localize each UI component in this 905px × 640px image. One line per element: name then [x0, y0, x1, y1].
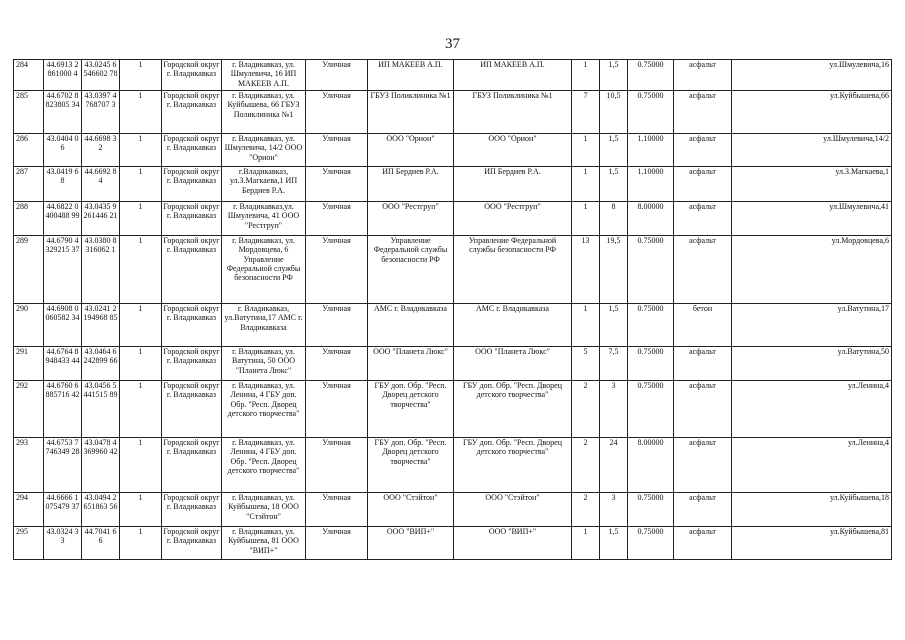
count-cell: 1: [120, 202, 162, 236]
owner-cell: ООО "Стэйтон": [368, 493, 454, 527]
user-cell: АМС г. Владикавказа: [454, 304, 572, 347]
location-cell: ул.Шмулевича,16: [732, 60, 892, 91]
area-cell: 10,5: [600, 91, 628, 134]
count-cell: 1: [120, 167, 162, 202]
address-cell: г. Владикавказ, ул. Шмулевича, 16 ИП МАКЕЕВ А.П.: [222, 60, 306, 91]
district-cell: Городской округ г. Владикавказ: [162, 493, 222, 527]
location-cell: ул.Мордовцева,6: [732, 236, 892, 304]
area-cell: 1,5: [600, 304, 628, 347]
latitude-cell: 44.6764 8948433 44: [44, 347, 82, 381]
volume-cell: 8.00000: [628, 202, 674, 236]
container-count-cell: 1: [572, 202, 600, 236]
latitude-cell: 44.6908 0060582 34: [44, 304, 82, 347]
surface-cell: асфальт: [674, 134, 732, 167]
volume-cell: 0.75000: [628, 91, 674, 134]
container-count-cell: 1: [572, 167, 600, 202]
area-cell: 7,5: [600, 347, 628, 381]
table-row: [14, 60, 892, 91]
table-row: [14, 527, 892, 560]
count-cell: 1: [120, 493, 162, 527]
type-cell: Уличная: [306, 134, 368, 167]
longitude-cell: 43.0397 4768707 3: [82, 91, 120, 134]
longitude-cell: 43.0464 6242899 66: [82, 347, 120, 381]
surface-cell: асфальт: [674, 236, 732, 304]
surface-cell: асфальт: [674, 167, 732, 202]
address-cell: г.Владикавказ, ул.З.Магкаева,1 ИП Бердиев Р.А.: [222, 167, 306, 202]
area-cell: 1,5: [600, 60, 628, 91]
district-cell: Городской округ г. Владикавказ: [162, 202, 222, 236]
owner-cell: ООО "Планета Люкс": [368, 347, 454, 381]
address-cell: г. Владикавказ, ул. Куйбышева, 81 ООО "ВИП+": [222, 527, 306, 560]
volume-cell: 0.75000: [628, 236, 674, 304]
table-row: [14, 134, 892, 167]
container-count-cell: 5: [572, 347, 600, 381]
type-cell: Уличная: [306, 438, 368, 493]
latitude-cell: 44.6666 1075479 37: [44, 493, 82, 527]
container-count-cell: 1: [572, 60, 600, 91]
container-count-cell: 1: [572, 134, 600, 167]
location-cell: ул.Ленина,4: [732, 438, 892, 493]
location-cell: ул.Ленина,4: [732, 381, 892, 438]
row-number: 294: [14, 493, 44, 527]
table-row: [14, 202, 892, 236]
row-number: 286: [14, 134, 44, 167]
surface-cell: асфальт: [674, 493, 732, 527]
address-cell: г. Владикавказ, ул. Ленина, 4 ГБУ доп. Обр. "Респ. Дворец детского творчества": [222, 381, 306, 438]
address-cell: г. Владикавказ, ул. Куйбышева, 66 ГБУЗ Поликлиника №1: [222, 91, 306, 134]
type-cell: Уличная: [306, 91, 368, 134]
table-row: [14, 236, 892, 304]
page-number: 37: [445, 36, 460, 52]
type-cell: Уличная: [306, 202, 368, 236]
longitude-cell: 44.6698 32: [82, 134, 120, 167]
volume-cell: 0.75000: [628, 527, 674, 560]
surface-cell: асфальт: [674, 91, 732, 134]
location-cell: ул.Ватутина,50: [732, 347, 892, 381]
surface-cell: асфальт: [674, 202, 732, 236]
owner-cell: ООО "Орион": [368, 134, 454, 167]
container-count-cell: 2: [572, 438, 600, 493]
container-count-cell: 2: [572, 493, 600, 527]
owner-cell: Управление Федеральной службы безопасности РФ: [368, 236, 454, 304]
row-number: 289: [14, 236, 44, 304]
owner-cell: АМС г. Владикавказа: [368, 304, 454, 347]
location-cell: ул.Куйбышева,66: [732, 91, 892, 134]
longitude-cell: 43.0380 8316062 1: [82, 236, 120, 304]
location-cell: ул.Шмулевича,41: [732, 202, 892, 236]
user-cell: ООО "ВИП+": [454, 527, 572, 560]
row-number: 284: [14, 60, 44, 91]
row-number: 295: [14, 527, 44, 560]
surface-cell: бетон: [674, 304, 732, 347]
address-cell: г. Владикавказ, ул. Ватутина, 50 ООО "Планета Люкс": [222, 347, 306, 381]
district-cell: Городской округ г. Владикавказ: [162, 91, 222, 134]
row-number: 291: [14, 347, 44, 381]
table-row: [14, 493, 892, 527]
owner-cell: ООО "Рестгруп": [368, 202, 454, 236]
longitude-cell: 43.0478 4369960 42: [82, 438, 120, 493]
type-cell: Уличная: [306, 236, 368, 304]
location-cell: ул.Куйбышева,81: [732, 527, 892, 560]
table-row: [14, 167, 892, 202]
user-cell: ООО "Рестгруп": [454, 202, 572, 236]
count-cell: 1: [120, 381, 162, 438]
owner-cell: ГБУЗ Поликлиника №1: [368, 91, 454, 134]
surface-cell: асфальт: [674, 381, 732, 438]
user-cell: Управление Федеральной службы безопасности РФ: [454, 236, 572, 304]
latitude-cell: 43.0324 33: [44, 527, 82, 560]
container-count-cell: 1: [572, 527, 600, 560]
owner-cell: ИП МАКЕЕВ А.П.: [368, 60, 454, 91]
district-cell: Городской округ г. Владикавказ: [162, 60, 222, 91]
row-number: 290: [14, 304, 44, 347]
longitude-cell: 43.0241 2194968 85: [82, 304, 120, 347]
type-cell: Уличная: [306, 304, 368, 347]
latitude-cell: 44.6913 2861000 4: [44, 60, 82, 91]
type-cell: Уличная: [306, 493, 368, 527]
latitude-cell: 43.0404 06: [44, 134, 82, 167]
type-cell: Уличная: [306, 167, 368, 202]
address-cell: г. Владикавказ, ул. Мордовцева, 6 Управление Федеральной службы безопасности РФ: [222, 236, 306, 304]
count-cell: 1: [120, 236, 162, 304]
row-number: 285: [14, 91, 44, 134]
longitude-cell: 44.6692 84: [82, 167, 120, 202]
owner-cell: ГБУ доп. Обр. "Респ. Дворец детского творчества": [368, 438, 454, 493]
container-count-cell: 2: [572, 381, 600, 438]
address-cell: г. Владикавказ, ул. Шмулевича, 14/2 ООО "Орион": [222, 134, 306, 167]
surface-cell: асфальт: [674, 438, 732, 493]
count-cell: 1: [120, 438, 162, 493]
row-number: 292: [14, 381, 44, 438]
user-cell: ИП Бердиев Р.А.: [454, 167, 572, 202]
row-number: 293: [14, 438, 44, 493]
type-cell: Уличная: [306, 347, 368, 381]
district-cell: Городской округ г. Владикавказ: [162, 167, 222, 202]
area-cell: 24: [600, 438, 628, 493]
address-cell: г. Владикавказ,ул. Шмулевича, 41 ООО "Рестгруп": [222, 202, 306, 236]
row-number: 288: [14, 202, 44, 236]
longitude-cell: 43.0456 5441515 89: [82, 381, 120, 438]
volume-cell: 1.10000: [628, 134, 674, 167]
latitude-cell: 44.6753 7746349 28: [44, 438, 82, 493]
owner-cell: ИП Бердиев Р.А.: [368, 167, 454, 202]
volume-cell: 0.75000: [628, 60, 674, 91]
count-cell: 1: [120, 134, 162, 167]
count-cell: 1: [120, 347, 162, 381]
latitude-cell: 44.6702 8823805 34: [44, 91, 82, 134]
user-cell: ООО "Планета Люкс": [454, 347, 572, 381]
row-number: 287: [14, 167, 44, 202]
volume-cell: 0.75000: [628, 493, 674, 527]
district-cell: Городской округ г. Владикавказ: [162, 527, 222, 560]
volume-cell: 0.75000: [628, 347, 674, 381]
district-cell: Городской округ г. Владикавказ: [162, 236, 222, 304]
area-cell: 1,5: [600, 167, 628, 202]
user-cell: ООО "Стэйтон": [454, 493, 572, 527]
user-cell: ООО "Орион": [454, 134, 572, 167]
table-row: [14, 304, 892, 347]
location-cell: ул.Куйбышева,18: [732, 493, 892, 527]
area-cell: 19,5: [600, 236, 628, 304]
latitude-cell: 43.0419 68: [44, 167, 82, 202]
table-row: [14, 91, 892, 134]
surface-cell: асфальт: [674, 60, 732, 91]
container-sites-table: [13, 59, 892, 560]
area-cell: 3: [600, 493, 628, 527]
type-cell: Уличная: [306, 60, 368, 91]
count-cell: 1: [120, 91, 162, 134]
owner-cell: ООО "ВИП+": [368, 527, 454, 560]
area-cell: 1,5: [600, 527, 628, 560]
area-cell: 1,5: [600, 134, 628, 167]
address-cell: г. Владикавказ, ул. Куйбышева, 18 ООО "Стэйтон": [222, 493, 306, 527]
user-cell: ГБУ доп. Обр. "Респ. Дворец детского творчества": [454, 438, 572, 493]
latitude-cell: 44.6822 0400488 99: [44, 202, 82, 236]
volume-cell: 1.10000: [628, 167, 674, 202]
count-cell: 1: [120, 527, 162, 560]
container-count-cell: 1: [572, 304, 600, 347]
count-cell: 1: [120, 304, 162, 347]
district-cell: Городской округ г. Владикавказ: [162, 304, 222, 347]
user-cell: ГБУЗ Поликлиника №1: [454, 91, 572, 134]
location-cell: ул.Ватутина,17: [732, 304, 892, 347]
volume-cell: 8.00000: [628, 438, 674, 493]
district-cell: Городской округ г. Владикавказ: [162, 381, 222, 438]
user-cell: ГБУ доп. Обр. "Респ. Дворец детского творчества": [454, 381, 572, 438]
district-cell: Городской округ г. Владикавказ: [162, 134, 222, 167]
longitude-cell: 43.0435 9261446 21: [82, 202, 120, 236]
container-count-cell: 7: [572, 91, 600, 134]
surface-cell: асфальт: [674, 347, 732, 381]
district-cell: Городской округ г. Владикавказ: [162, 347, 222, 381]
longitude-cell: 43.0494 2651863 56: [82, 493, 120, 527]
latitude-cell: 44.6760 6885716 42: [44, 381, 82, 438]
surface-cell: асфальт: [674, 527, 732, 560]
district-cell: Городской округ г. Владикавказ: [162, 438, 222, 493]
count-cell: 1: [120, 60, 162, 91]
address-cell: г. Владикавказ, ул. Ленина, 4 ГБУ доп. Обр. "Респ. Дворец детского творчества": [222, 438, 306, 493]
address-cell: г. Владикавказ, ул.Ватутина,17 АМС г. Владикавказа: [222, 304, 306, 347]
type-cell: Уличная: [306, 381, 368, 438]
area-cell: 8: [600, 202, 628, 236]
owner-cell: ГБУ доп. Обр. "Респ. Дворец детского творчества": [368, 381, 454, 438]
location-cell: ул.З.Магкаева,1: [732, 167, 892, 202]
latitude-cell: 44.6790 4329215 37: [44, 236, 82, 304]
location-cell: ул.Шмулевича,14/2: [732, 134, 892, 167]
table-row: [14, 381, 892, 438]
volume-cell: 0.75000: [628, 304, 674, 347]
user-cell: ИП МАКЕЕВ А.П.: [454, 60, 572, 91]
table-row: [14, 438, 892, 493]
longitude-cell: 43.0245 6546602 78: [82, 60, 120, 91]
volume-cell: 0.75000: [628, 381, 674, 438]
longitude-cell: 44.7041 66: [82, 527, 120, 560]
container-count-cell: 13: [572, 236, 600, 304]
table-row: [14, 347, 892, 381]
area-cell: 3: [600, 381, 628, 438]
type-cell: Уличная: [306, 527, 368, 560]
